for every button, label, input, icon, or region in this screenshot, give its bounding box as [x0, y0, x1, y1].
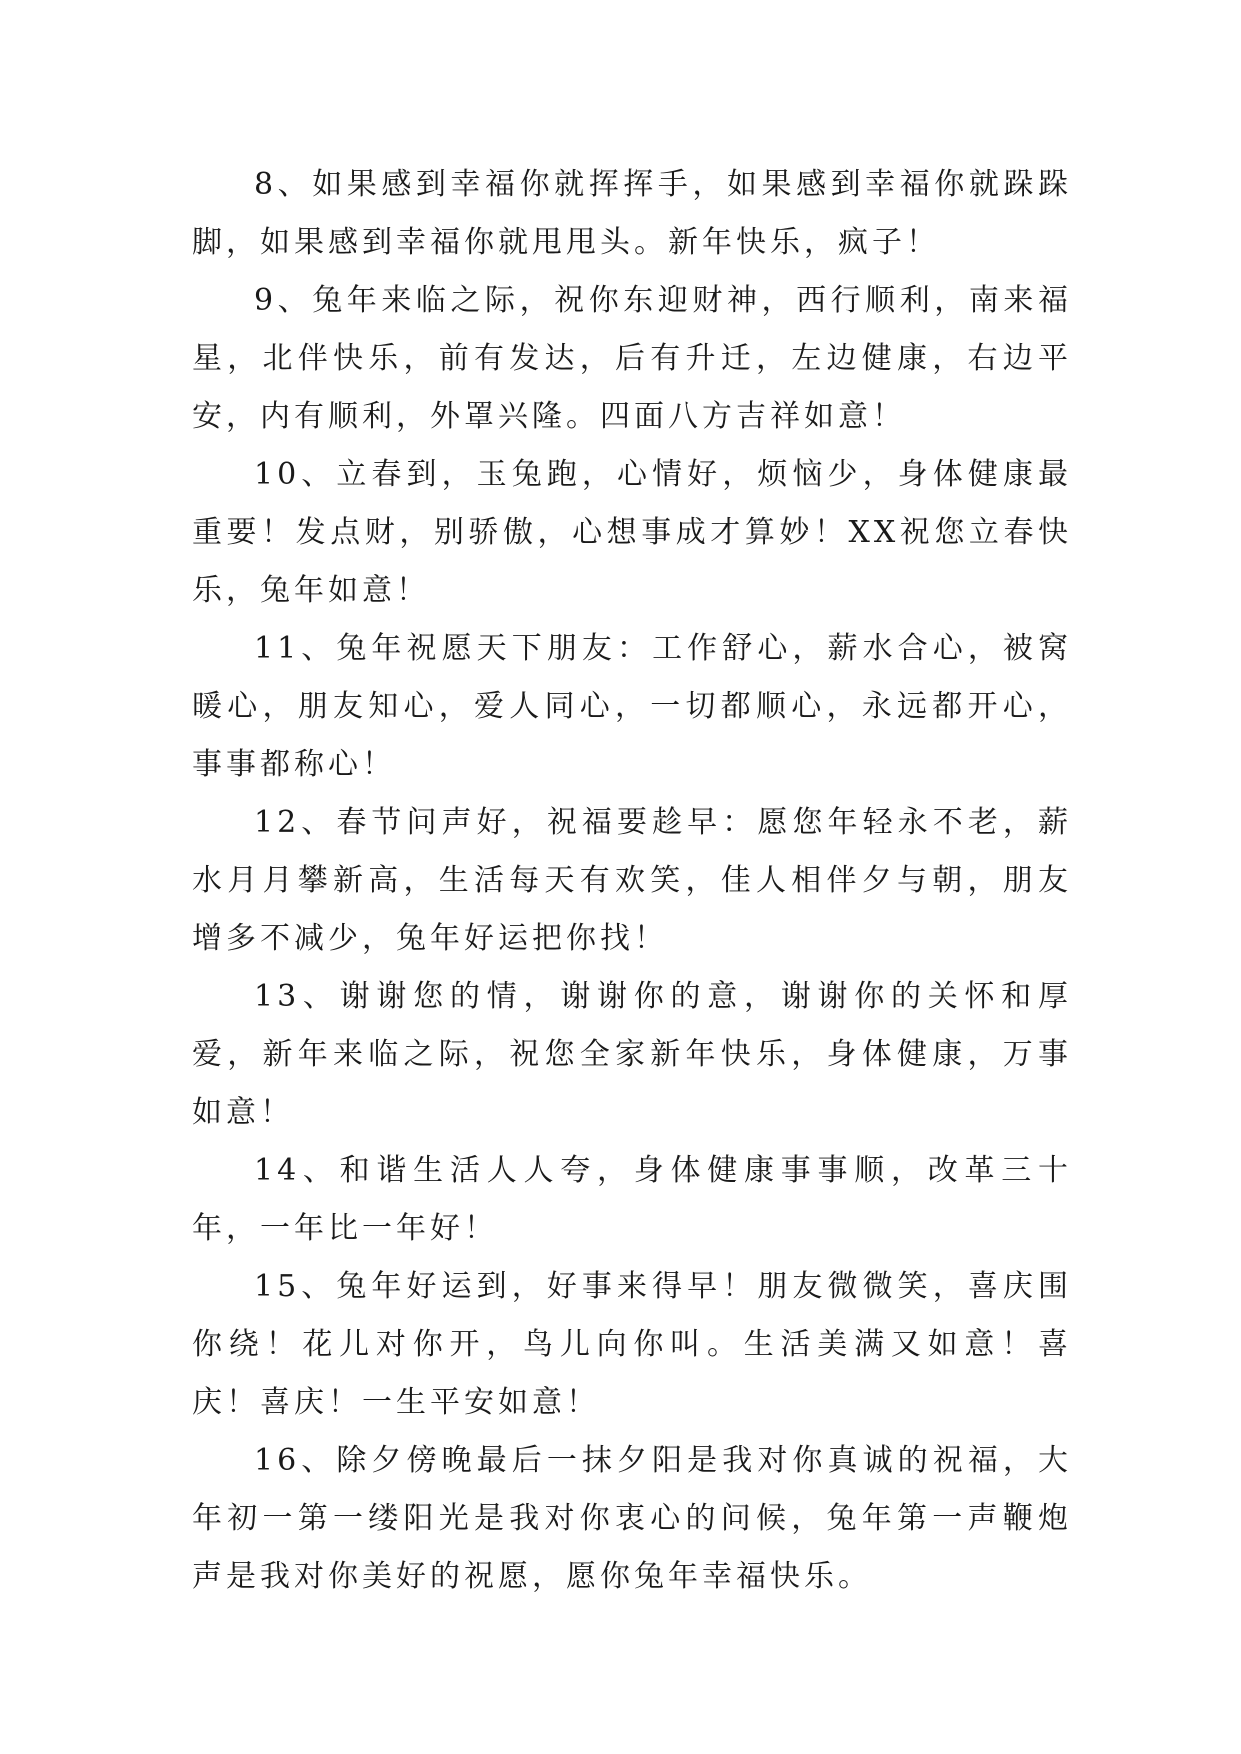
paragraph-9: 9、兔年来临之际，祝你东迎财神，西行顺利，南来福星，北伴快乐，前有发达，后有升迁，左边健康，右边平安，内有顺利，外罩兴隆。四面八方吉祥如意！: [192, 283, 1072, 434]
paragraph-11: 11、兔年祝愿天下朋友：工作舒心，薪水合心，被窝暖心，朋友知心，爱人同心，一切都顺心，永远都开心，事事都称心！: [192, 631, 1072, 782]
paragraph-13: 13、谢谢您的情，谢谢你的意，谢谢你的关怀和厚爱，新年来临之际，祝您全家新年快乐，身体健康，万事如意！: [192, 979, 1072, 1130]
paragraph-10: 10、立春到，玉兔跑，心情好，烦恼少，身体健康最重要！发点财，别骄傲，心想事成才算妙！XX祝您立春快乐，兔年如意！: [192, 457, 1072, 608]
paragraph-15: 15、兔年好运到，好事来得早！朋友微微笑，喜庆围你绕！花儿对你开，鸟儿向你叫。生活美满又如意！喜庆！喜庆！一生平安如意！: [192, 1269, 1072, 1420]
paragraph-14: 14、和谐生活人人夸，身体健康事事顺，改革三十年，一年比一年好！: [192, 1153, 1072, 1246]
document-body: [192, 156, 1072, 1606]
paragraph-16: 16、除夕傍晚最后一抹夕阳是我对你真诚的祝福，大年初一第一缕阳光是我对你衷心的问候，兔年第一声鞭炮声是我对你美好的祝愿，愿你兔年幸福快乐。: [192, 1443, 1072, 1594]
paragraph-8: 8、如果感到幸福你就挥挥手，如果感到幸福你就跺跺脚，如果感到幸福你就甩甩头。新年快乐，疯子！: [192, 167, 1072, 260]
paragraph-12: 12、春节问声好，祝福要趁早：愿您年轻永不老，薪水月月攀新高，生活每天有欢笑，佳人相伴夕与朝，朋友增多不减少，兔年好运把你找！: [192, 805, 1072, 956]
